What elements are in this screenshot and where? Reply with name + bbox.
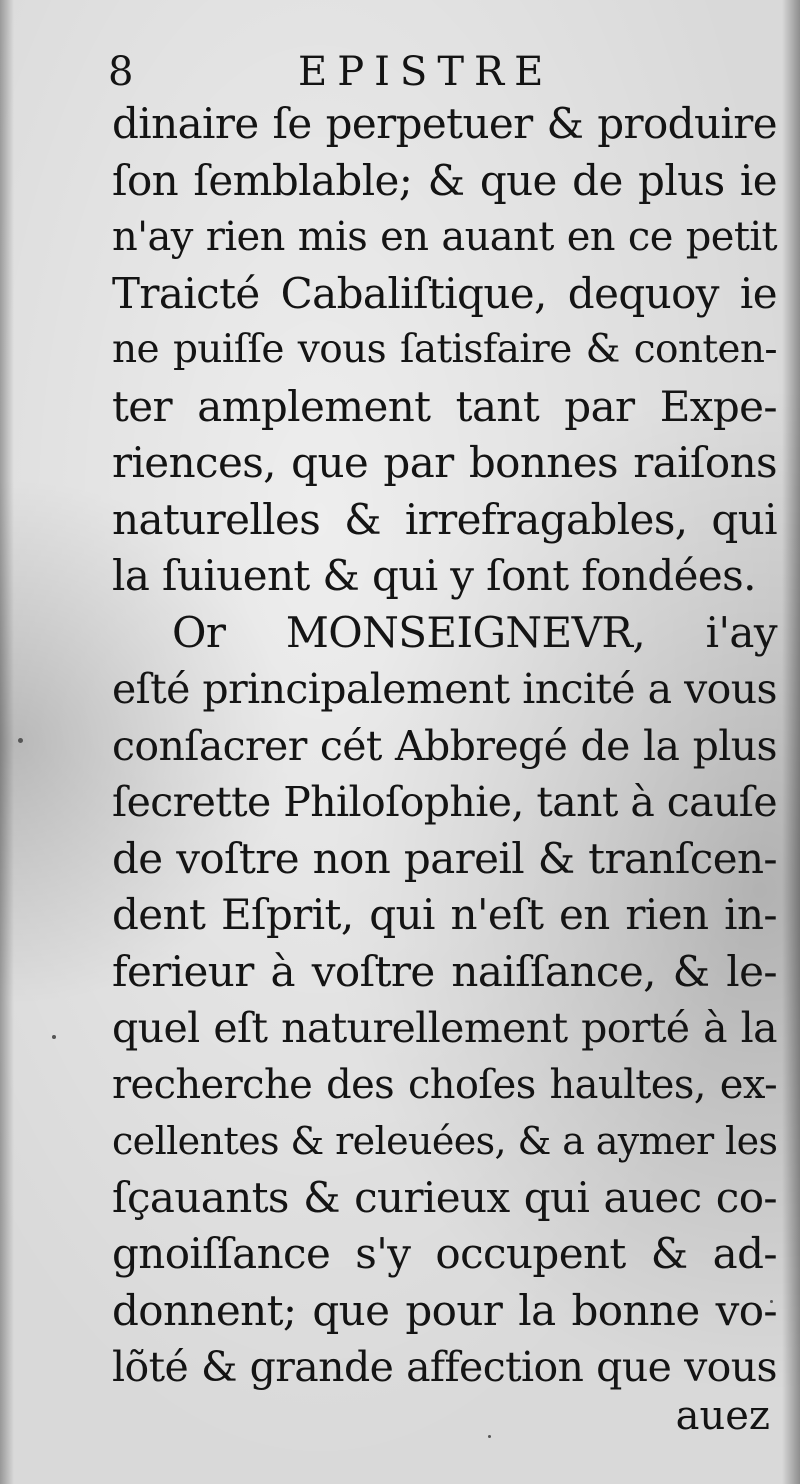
text-line: la ſuiuent & qui y ſont fondées. bbox=[112, 551, 756, 600]
text-line: n'ay rien mis en auant en ce petit bbox=[112, 214, 777, 260]
text-line: ne puiſſe vous ſatisfaire & conten- bbox=[112, 327, 777, 372]
page-number: 8 bbox=[108, 49, 134, 95]
text-line: cellentes & releuées, & a aymer les bbox=[112, 1119, 778, 1163]
page-shadow-left bbox=[0, 0, 14, 1484]
text-line: riences, que par bonnes raiſons bbox=[112, 438, 777, 487]
text-line: quel eſt naturellement porté à la bbox=[112, 1004, 777, 1052]
catchword: auez bbox=[675, 1393, 770, 1439]
text-line: ſecrette Philoſophie, tant à cauſe bbox=[112, 778, 777, 826]
text-line: ter amplement tant par Expe- bbox=[112, 381, 777, 431]
text-line: ferieur à voſtre naiſſance, & le- bbox=[112, 946, 777, 996]
text-line: recherche des choſes haultes, ex- bbox=[112, 1061, 777, 1108]
page-shadow-right bbox=[782, 0, 800, 1484]
text-line: lõté & grande affection que vous bbox=[112, 1343, 777, 1391]
body-text bbox=[112, 96, 777, 1396]
text-line: donnent; que pour la bonne vo- bbox=[112, 1285, 777, 1335]
text-line: naturelles & irrefragables, qui bbox=[112, 494, 777, 544]
page-header bbox=[108, 42, 668, 102]
running-head: EPISTRE bbox=[298, 49, 554, 95]
text-line: eſté principalement incité a vous bbox=[112, 665, 777, 713]
text-line: conſacrer cét Abbregé de la plus bbox=[112, 721, 777, 770]
text-line: gnoiſſance s'y occupent & ad- bbox=[112, 1229, 777, 1278]
text-line: ſçauants & curieux qui auec co- bbox=[112, 1172, 777, 1222]
text-line: dent Eſprit, qui n'eſt en rien in- bbox=[112, 890, 777, 939]
paragraph-opening-line: Or MONSEIGNEVR, i'ay bbox=[172, 607, 777, 657]
text-line: ſon ſemblable; & que de plus ie bbox=[112, 155, 777, 205]
text-line: dinaire ſe perpetuer & produire bbox=[112, 99, 777, 148]
text-line: de voſtre non pareil & tranſcen- bbox=[112, 833, 777, 883]
text-line: Traicté Cabaliſtique, dequoy ie bbox=[112, 268, 777, 318]
